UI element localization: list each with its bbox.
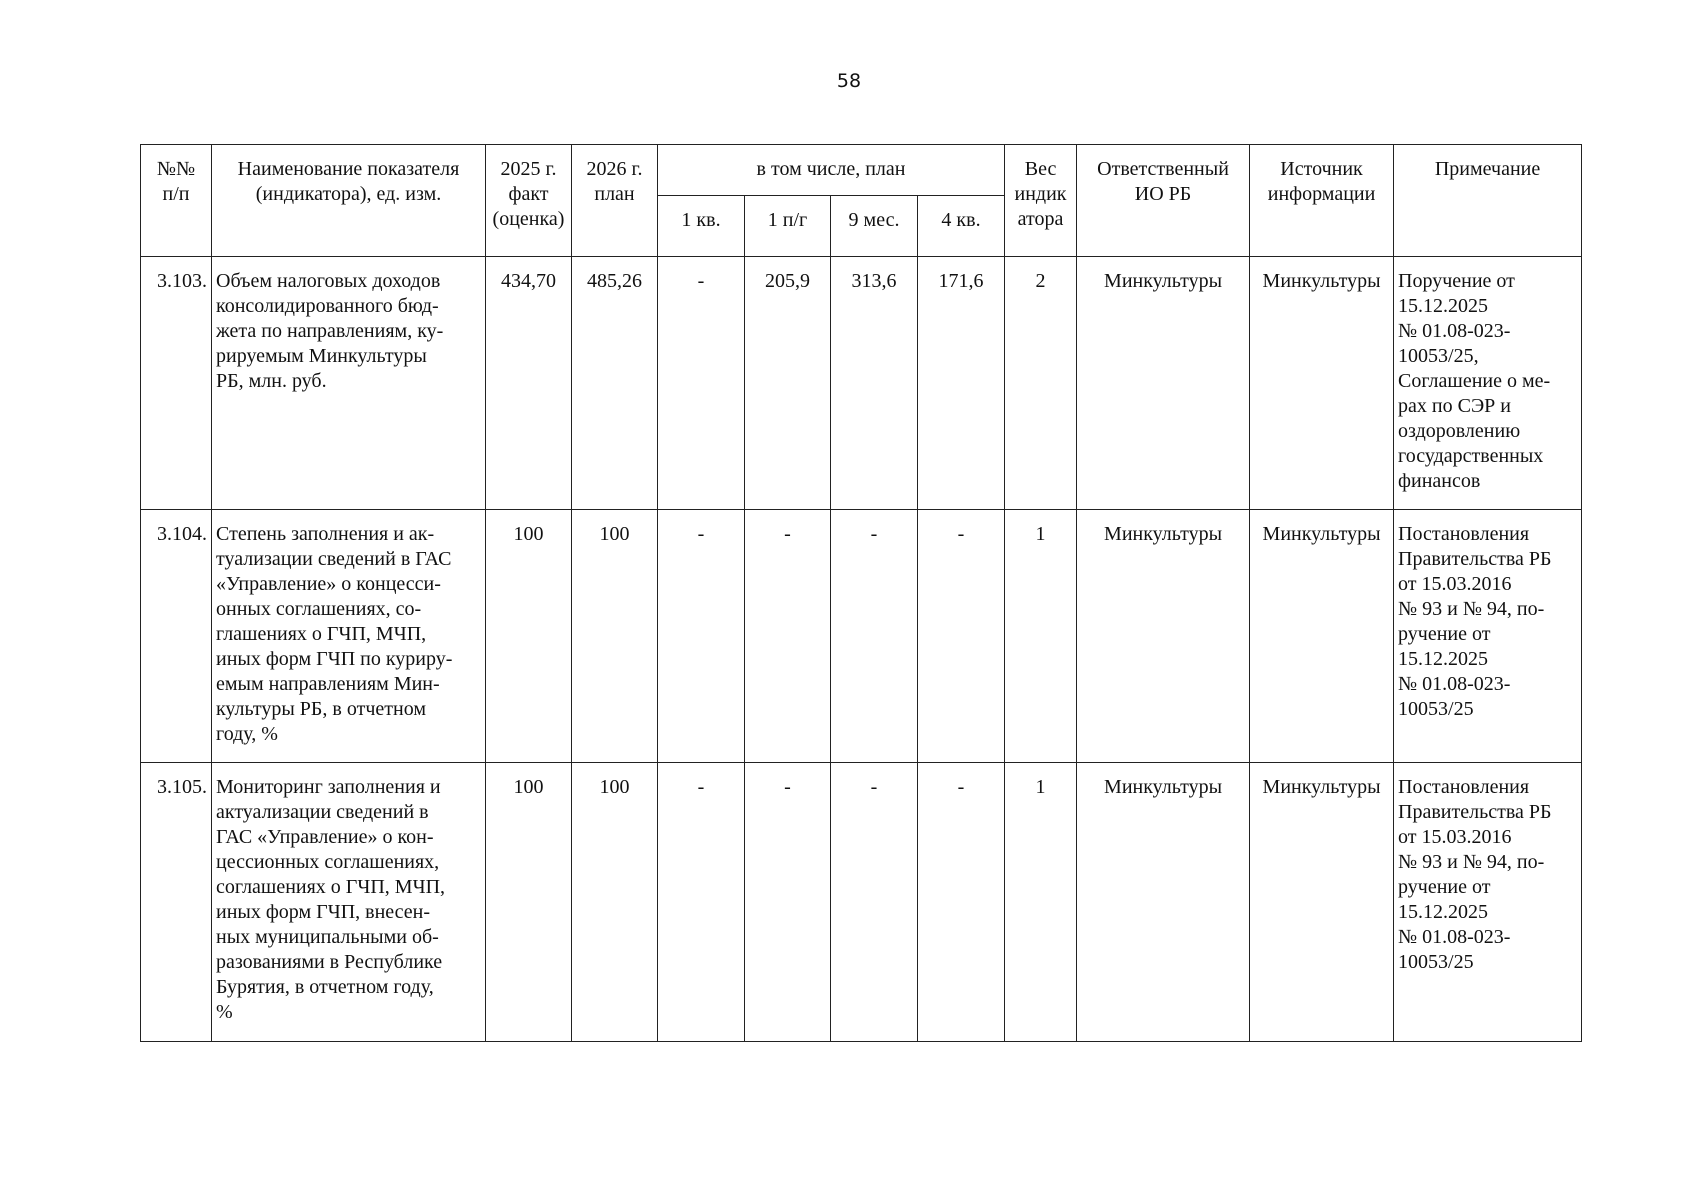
header-text: атора [1017,208,1064,230]
note-line: Правительства РБ [1398,548,1552,570]
table-row [141,257,1582,510]
note-line: 15.12.2025 [1398,648,1489,670]
row-m9: 313,6 [831,257,918,510]
header-h1: 1 п/г [745,196,831,257]
note-line: Постановления [1398,776,1530,798]
row-h1: - [745,510,831,763]
row-source: Минкультуры [1250,510,1394,763]
name-line: актуализации сведений в [216,801,429,823]
row-q4: - [918,510,1005,763]
note-line: 10053/25, [1398,345,1479,367]
row-weight: 2 [1005,257,1077,510]
note-line: государственных [1398,445,1544,467]
name-line: соглашениях о ГЧП, МЧП, [216,876,446,898]
row-q1: - [658,763,745,1042]
name-line: туализации сведений в ГАС [216,548,452,570]
row-source: Минкультуры [1250,763,1394,1042]
name-line: жета по направлениям, ку- [216,320,444,342]
row-num: 3.104. [141,510,212,763]
note-line: рах по СЭР и [1398,395,1511,417]
row-source: Минкультуры [1250,257,1394,510]
name-line: цессионных соглашениях, [216,851,440,873]
header-text: план [594,183,635,205]
row-m9: - [831,763,918,1042]
row-note [1394,763,1582,1042]
note-line: 10053/25 [1398,698,1474,720]
name-line: ГАС «Управление» о кон- [216,826,434,848]
note-line: оздоровлению [1398,420,1521,442]
name-line: Мониторинг заполнения и [216,776,441,798]
name-line: разованиями в Республике [216,951,443,973]
note-line: Поручение от [1398,270,1515,292]
name-line: ных муниципальными об- [216,926,439,948]
row-fact-2025: 434,70 [486,257,572,510]
row-q1: - [658,510,745,763]
row-plan-2026: 100 [572,763,658,1042]
name-line: консолидированного бюд- [216,295,439,317]
header-name [212,145,486,257]
header-text: №№ [156,158,196,180]
header-q1: 1 кв. [658,196,745,257]
row-responsible: Минкультуры [1077,510,1250,763]
note-line: № 01.08-023- [1398,673,1511,695]
row-q4: 171,6 [918,257,1005,510]
table-row [141,510,1582,763]
note-line: 15.12.2025 [1398,295,1489,317]
row-fact-2025: 100 [486,510,572,763]
row-plan-2026: 485,26 [572,257,658,510]
name-line: глашениях о ГЧП, МЧП, [216,623,427,645]
header-m9: 9 мес. [831,196,918,257]
row-q4: - [918,763,1005,1042]
table-row [141,763,1582,1042]
header-text: Источник [1280,158,1363,180]
name-line: РБ, млн. руб. [216,370,327,392]
note-line: ручение от [1398,623,1491,645]
name-line: рируемым Минкультуры [216,345,427,367]
note-line: 10053/25 [1398,951,1474,973]
note-line: от 15.03.2016 [1398,826,1512,848]
row-fact-2025: 100 [486,763,572,1042]
header-text: ИО РБ [1134,183,1192,205]
page-number: 58 [836,70,862,92]
name-line: Степень заполнения и ак- [216,523,435,545]
header-text: индик [1014,183,1067,205]
name-line: году, % [216,723,278,745]
row-name [212,257,486,510]
row-name [212,510,486,763]
row-num: 3.105. [141,763,212,1042]
name-line: «Управление» о концесси- [216,573,441,595]
row-name [212,763,486,1042]
header-text: (оценка) [492,208,565,230]
row-q1: - [658,257,745,510]
header-text: информации [1267,183,1376,205]
row-weight: 1 [1005,510,1077,763]
note-line: 15.12.2025 [1398,901,1489,923]
note-line: Соглашение о ме- [1398,370,1551,392]
row-note [1394,510,1582,763]
name-line: иных форм ГЧП, внесен- [216,901,431,923]
header-text: п/п [162,183,190,205]
header-num [141,145,212,257]
header-responsible [1077,145,1250,257]
row-note [1394,257,1582,510]
note-line: Правительства РБ [1398,801,1552,823]
note-line: № 01.08-023- [1398,926,1511,948]
note-line: Постановления [1398,523,1530,545]
name-line: иных форм ГЧП по куриру- [216,648,453,670]
row-weight: 1 [1005,763,1077,1042]
row-responsible: Минкультуры [1077,257,1250,510]
row-h1: 205,9 [745,257,831,510]
row-num: 3.103. [141,257,212,510]
indicators-table [140,144,1582,1042]
row-responsible: Минкультуры [1077,763,1250,1042]
header-text: Вес [1024,158,1057,180]
header-text: 2026 г. [586,158,643,180]
name-line: Объем налоговых доходов [216,270,441,292]
header-note: Примечание [1394,145,1582,257]
row-plan-2026: 100 [572,510,658,763]
header-source [1250,145,1394,257]
header-incl-plan: в том числе, план [658,145,1005,196]
name-line: культуры РБ, в отчетном [216,698,426,720]
header-fact-2025 [486,145,572,257]
note-line: финансов [1398,470,1481,492]
name-line: емым направлениям Мин- [216,673,440,695]
header-text: 2025 г. [500,158,557,180]
header-text: Наименование показателя [237,158,460,180]
row-m9: - [831,510,918,763]
header-plan-2026 [572,145,658,257]
header-text: (индикатора), ед. изм. [255,183,442,205]
header-text: Ответственный [1097,158,1229,180]
name-line: % [216,1001,233,1023]
header-q4: 4 кв. [918,196,1005,257]
note-line: № 93 и № 94, по- [1398,598,1545,620]
note-line: № 93 и № 94, по- [1398,851,1545,873]
note-line: ручение от [1398,876,1491,898]
table-header [141,145,1582,257]
row-h1: - [745,763,831,1042]
note-line: от 15.03.2016 [1398,573,1512,595]
header-weight [1005,145,1077,257]
name-line: Бурятия, в отчетном году, [216,976,434,998]
header-text: факт [508,183,549,205]
note-line: № 01.08-023- [1398,320,1511,342]
name-line: онных соглашениях, со- [216,598,422,620]
